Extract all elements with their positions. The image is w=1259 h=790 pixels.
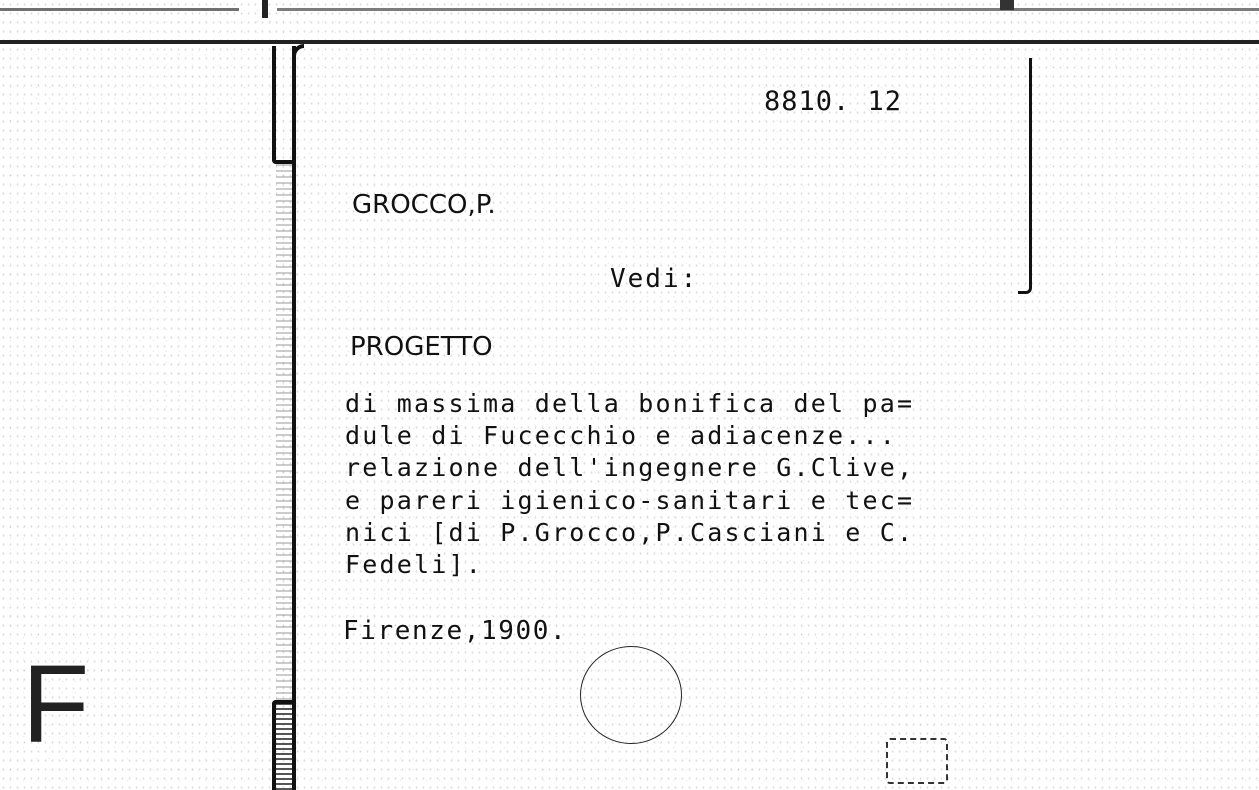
call-number: 8810. 12 [764,86,903,117]
card-left-edge [292,44,304,786]
punch-hole-circle [580,646,682,744]
title-heading: PROGETTO [350,332,493,362]
top-smudge [1000,0,1014,10]
margin-letter: F [22,643,90,766]
description-line: dule di Fucecchio e adiacenze... [345,421,898,451]
scan-edge-line [0,8,1259,11]
see-reference-label: Vedi: [610,264,699,294]
stamp-mark [886,738,948,784]
description-line: Fedeli]. [345,550,484,580]
author-heading: GROCCO,P. [352,190,496,220]
card-top-border [0,40,1259,44]
title-description [345,388,985,581]
description-line: e pareri igienico-sanitari e tec= [345,485,915,515]
description-line: relazione dell'ingegnere G.Clive, [345,453,915,483]
description-line: di massima della bonifica del pa= [345,389,915,418]
right-bracket-mark [1018,58,1032,294]
imprint-line: Firenze,1900. [343,616,568,646]
top-tick-mark [262,0,268,18]
description-line: nici [di P.Grocco,P.Casciani e C. [345,517,915,547]
